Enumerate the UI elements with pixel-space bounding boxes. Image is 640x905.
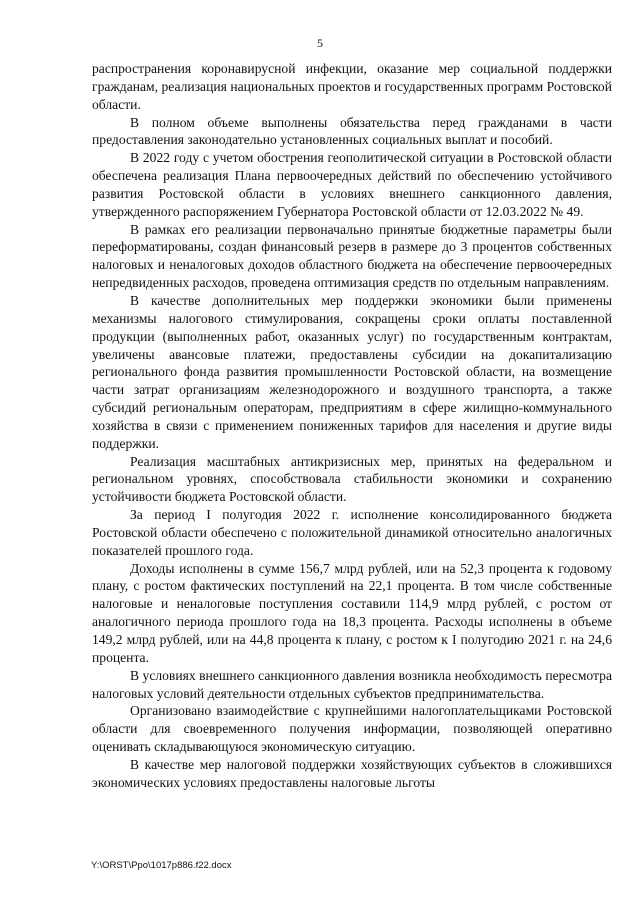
paragraph-3: В 2022 году с учетом обострения геополитической ситуации в Ростовской области обеспечена реализация Плана первоочередных действий по обеспечению устойчивого развития Ростовской области в условиях внешнего санкционного давления, утвержденного распоряжением Губернатора Ростовской области от 12.03.2022 № 49. [92,150,612,219]
paragraph-7: За период I полугодия 2022 г. исполнение консолидированного бюджета Ростовской области обеспечено с положительной динамикой относительно аналогичных показателей прошлого года. [92,507,612,558]
paragraph-9: В условиях внешнего санкционного давления возникла необходимость пересмотра налоговых условий деятельности отдельных субъектов предпринимательства. [92,667,612,701]
document-body [92,60,612,792]
paragraph-10: Организовано взаимодействие с крупнейшими налогоплательщиками Ростовской области для своевременного получения информации, позволяющей оперативно оценивать складывающуюся экономическую ситуацию. [92,703,612,755]
paragraph-8: Доходы исполнены в сумме 156,7 млрд рублей, или на 52,3 процента к годовому плану, с ростом фактических поступлений на 22,1 процента. В том числе собственные налоговые и неналоговые поступления составили 114,9 млрд рублей, с ростом от аналогичного периода прошлого года на 18,3 процента. Расходы исполнены в объеме 149,2 млрд рублей, или на 44,8 процента к плану, с ростом к I полугодию 2021 г. на 24,6 процента. [92,560,612,665]
paragraph-6: Реализация масштабных антикризисных мер, принятых на федеральном и региональном уровнях, способствовала стабильности экономики и сохранению устойчивости бюджета Ростовской области. [92,453,612,505]
paragraph-2: В полном объеме выполнены обязательства перед гражданами в части предоставления законодательно установленных социальных выплат и пособий. [92,114,612,148]
footer-file-path: Y:\ORST\Ppo\1017p886.f22.docx [91,860,232,871]
paragraph-4: В рамках его реализации первоначально принятые бюджетные параметры были переформатированы, создан финансовый резерв в размере до 3 процентов собственных налоговых и неналоговых доходов областного бюджета на обеспечение первоочередных непредвиденных расходов, проведена оптимизация средств по отдельным направлениям. [92,221,612,291]
paragraph-11: В качестве мер налоговой поддержки хозяйствующих субъектов в сложившихся экономических условиях предоставлены налоговые льготы [92,756,612,790]
page-number: 5 [317,36,323,50]
paragraph-5: В качестве дополнительных мер поддержки экономики были применены механизмы налогового стимулирования, сокращены сроки оплаты поставленной продукции (выполненных работ, оказанных услуг) по государственным контрактам, увеличены авансовые платежи, предоставлены субсидии на докапитализацию регионального фонда развития промышленности Ростовской области, на возмещение части затрат организациям железнодорожного и воздушного транспорта, а также субсидий региональным операторам, предприятиям в сфере жилищно-коммунального хозяйства в связи с применением пониженных тарифов для населения и другие виды поддержки. [92,292,612,451]
paragraph-1: распространения коронавирусной инфекции, оказание мер социальной поддержки гражданам, реализация национальных проектов и государственных программ Ростовской области. [92,61,612,112]
